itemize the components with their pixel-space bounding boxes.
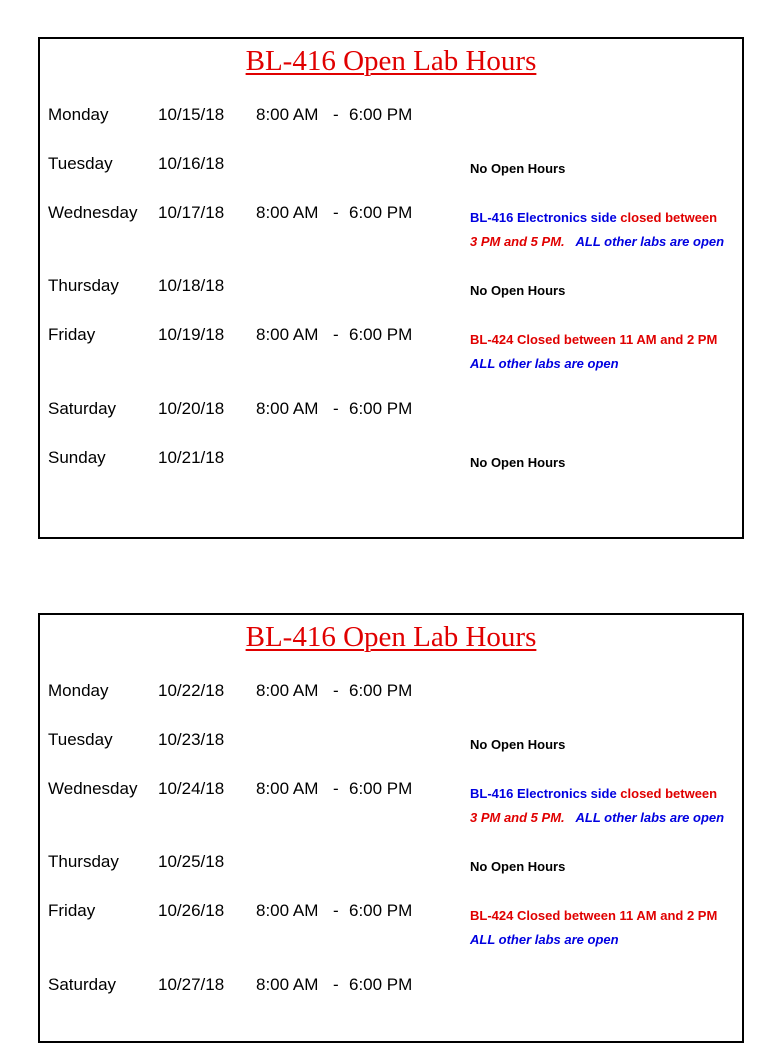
close-time: 6:00 PM: [349, 901, 413, 920]
closure-note-part: 3 PM and 5 PM.: [470, 234, 565, 249]
time-separator: -: [333, 325, 339, 344]
schedule-row-monday: [40, 105, 742, 155]
date-label: 10/26/18: [158, 901, 225, 920]
no-hours-note: No Open Hours: [470, 859, 566, 874]
schedule-row-sunday: [40, 448, 742, 498]
closure-note-line2: [470, 806, 724, 830]
open-time: 8:00 AM: [256, 105, 319, 124]
day-label: Monday: [48, 105, 109, 124]
date-label: 10/20/18: [158, 399, 225, 418]
schedule-card-week-2: [38, 613, 744, 1043]
schedule-row-tuesday: [40, 730, 742, 780]
time-separator: -: [333, 901, 339, 920]
close-time: 6:00 PM: [349, 975, 413, 994]
day-label: Tuesday: [48, 154, 113, 173]
day-label: Friday: [48, 901, 96, 920]
closure-note: [470, 782, 717, 806]
date-label: 10/19/18: [158, 325, 225, 344]
day-label: Wednesday: [48, 203, 138, 222]
closure-note-part: ALL other labs are open: [575, 234, 725, 249]
date-label: 10/21/18: [158, 448, 225, 467]
date-label: 10/15/18: [158, 105, 225, 124]
date-label: 10/22/18: [158, 681, 225, 700]
schedule-row-tuesday: [40, 154, 742, 204]
schedule-row-wednesday: [40, 203, 742, 253]
day-label: Friday: [48, 325, 96, 344]
no-hours-note: No Open Hours: [470, 283, 566, 298]
day-label: Tuesday: [48, 730, 113, 749]
day-label: Sunday: [48, 448, 106, 467]
close-time: 6:00 PM: [349, 399, 413, 418]
closure-note-part: closed between: [620, 210, 718, 225]
day-label: Saturday: [48, 399, 117, 418]
day-label: Wednesday: [48, 779, 138, 798]
schedule-row-saturday: [40, 399, 742, 449]
closure-note-line2: [470, 230, 724, 254]
schedule-title: BL-416 Open Lab Hours: [245, 621, 537, 653]
schedule-row-thursday: [40, 852, 742, 902]
time-separator: -: [333, 399, 339, 418]
day-label: Thursday: [48, 852, 119, 871]
time-separator: -: [333, 779, 339, 798]
no-hours-note: No Open Hours: [470, 737, 566, 752]
close-time: 6:00 PM: [349, 779, 413, 798]
time-separator: -: [333, 105, 339, 124]
close-time: 6:00 PM: [349, 203, 413, 222]
closure-note-line2: ALL other labs are open: [470, 356, 619, 371]
schedule-row-friday: [40, 325, 742, 375]
day-label: Thursday: [48, 276, 119, 295]
close-time: 6:00 PM: [349, 105, 413, 124]
date-label: 10/16/18: [158, 154, 225, 173]
date-label: 10/17/18: [158, 203, 225, 222]
open-time: 8:00 AM: [256, 399, 319, 418]
time-separator: -: [333, 681, 339, 700]
no-hours-note: No Open Hours: [470, 455, 566, 470]
open-time: 8:00 AM: [256, 901, 319, 920]
time-separator: -: [333, 975, 339, 994]
closure-note: [470, 206, 717, 230]
date-label: 10/23/18: [158, 730, 225, 749]
date-label: 10/27/18: [158, 975, 225, 994]
close-time: 6:00 PM: [349, 681, 413, 700]
closure-note-part: BL-416 Electronics side: [470, 786, 617, 801]
no-hours-note: No Open Hours: [470, 161, 566, 176]
open-time: 8:00 AM: [256, 779, 319, 798]
schedule-row-monday: [40, 681, 742, 731]
schedule-card-week-1: [38, 37, 744, 539]
open-time: 8:00 AM: [256, 203, 319, 222]
open-time: 8:00 AM: [256, 681, 319, 700]
schedule-row-friday: [40, 901, 742, 951]
closure-note-part: 3 PM and 5 PM.: [470, 810, 565, 825]
open-time: 8:00 AM: [256, 325, 319, 344]
schedule-row-saturday: [40, 975, 742, 1025]
closure-note-part: closed between: [620, 786, 718, 801]
schedule-row-thursday: [40, 276, 742, 326]
schedule-title: BL-416 Open Lab Hours: [245, 45, 537, 77]
day-label: Saturday: [48, 975, 117, 994]
schedule-row-wednesday: [40, 779, 742, 829]
date-label: 10/25/18: [158, 852, 225, 871]
closure-note-part: ALL other labs are open: [575, 810, 725, 825]
closure-note-part: BL-416 Electronics side: [470, 210, 617, 225]
date-label: 10/24/18: [158, 779, 225, 798]
time-separator: -: [333, 203, 339, 222]
day-label: Monday: [48, 681, 109, 700]
closure-note: BL-424 Closed between 11 AM and 2 PM: [470, 908, 718, 923]
closure-note-line2: ALL other labs are open: [470, 932, 619, 947]
open-time: 8:00 AM: [256, 975, 319, 994]
date-label: 10/18/18: [158, 276, 225, 295]
closure-note: BL-424 Closed between 11 AM and 2 PM: [470, 332, 718, 347]
close-time: 6:00 PM: [349, 325, 413, 344]
